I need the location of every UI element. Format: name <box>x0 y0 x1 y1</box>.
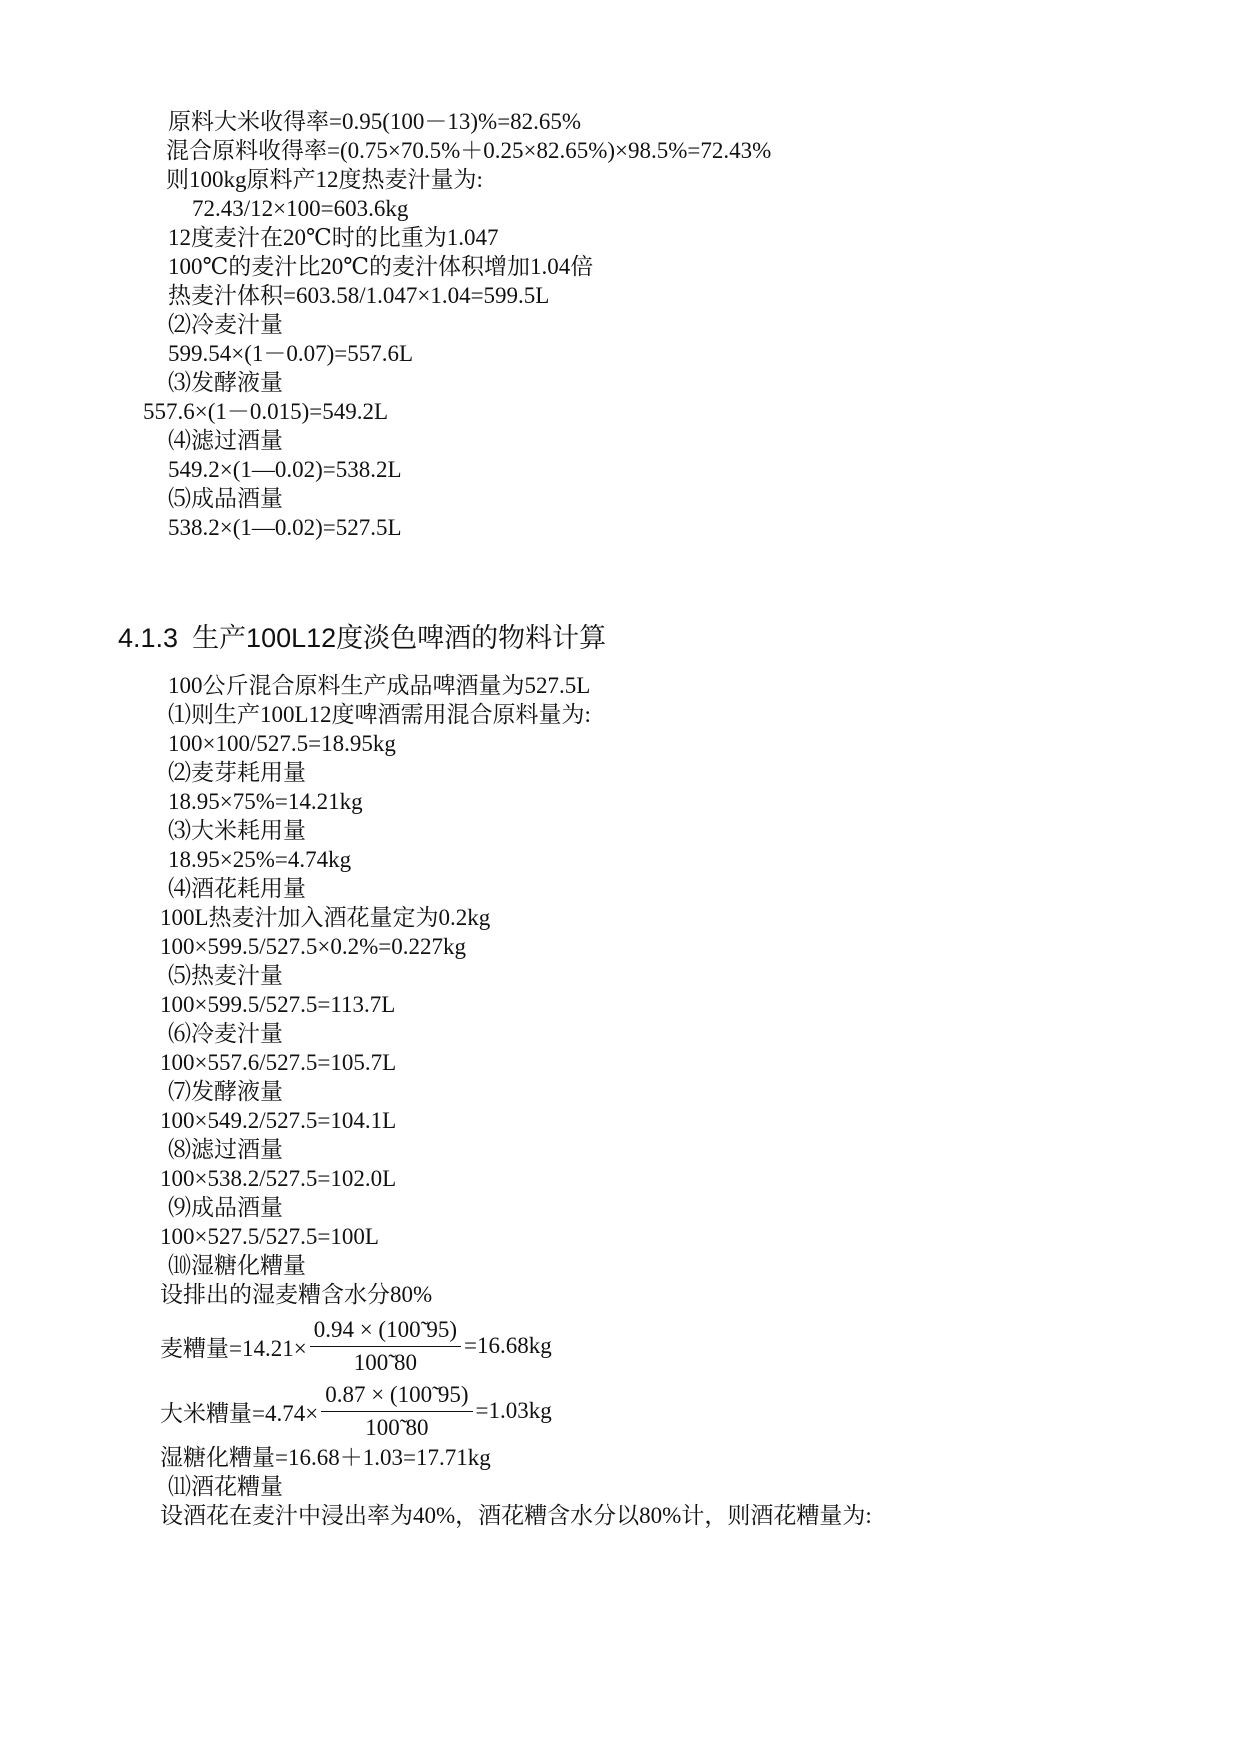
text-line: 100公斤混合原料生产成品啤酒量为527.5L <box>168 673 591 698</box>
formula-malt-grain <box>160 1316 552 1376</box>
text-line: ⑾酒花糟量 <box>168 1474 283 1499</box>
text-line: 72.43/12×100=603.6kg <box>192 196 409 221</box>
text-line: 100℃的麦汁比20℃的麦汁体积增加1.04倍 <box>168 254 594 279</box>
text-line: 538.2×(1—0.02)=527.5L <box>168 515 402 540</box>
fraction-numerator: 0.87 × (100̃ 95) <box>321 1381 472 1412</box>
section-heading <box>118 622 606 654</box>
text-line: 混合原料收得率=(0.75×70.5%＋0.25×82.65%)×98.5%=72.43% <box>166 138 772 163</box>
text-line: ⑷滤过酒量 <box>168 428 283 453</box>
fraction-denominator: 100̃ 80 <box>353 1349 417 1375</box>
text-line: 100×599.5/527.5×0.2%=0.227kg <box>160 934 466 959</box>
text-line: ⑷酒花耗用量 <box>168 876 306 901</box>
text-line: 100×538.2/527.5=102.0L <box>160 1166 397 1191</box>
formula-result: =1.03kg <box>475 1398 552 1423</box>
text-line: ⑶发酵液量 <box>168 370 283 395</box>
fraction-denominator: 100̃ 80 <box>365 1414 429 1440</box>
text-line: 湿糖化糟量=16.68＋1.03=17.71kg <box>160 1445 491 1470</box>
text-line: 100×557.6/527.5=105.7L <box>160 1050 397 1075</box>
formula-prefix: 麦糟量=14.21× <box>160 1335 307 1361</box>
text-line: ⑸热麦汁量 <box>168 963 283 988</box>
text-line: ⑵麦芽耗用量 <box>168 760 306 785</box>
text-line: 设排出的湿麦糟含水分80% <box>160 1282 433 1307</box>
formula-rice-grain <box>160 1381 552 1441</box>
formula-result: =16.68kg <box>464 1333 552 1358</box>
text-line: ⑽湿糖化糟量 <box>168 1253 306 1278</box>
text-line: ⑸成品酒量 <box>168 486 283 511</box>
fraction-numerator: 0.94 × (100̃ 95) <box>310 1316 461 1347</box>
text-line: 18.95×75%=14.21kg <box>168 789 363 814</box>
fraction <box>321 1381 472 1442</box>
text-line: 100L热麦汁加入酒花量定为0.2kg <box>160 905 491 930</box>
fraction <box>310 1316 461 1377</box>
text-line: 100×599.5/527.5=113.7L <box>160 992 396 1017</box>
text-line: 原料大米收得率=0.95(100－13)%=82.65% <box>168 109 582 134</box>
text-line: 100×527.5/527.5=100L <box>160 1224 379 1249</box>
text-line: 599.54×(1－0.07)=557.6L <box>168 341 414 366</box>
text-line: 则100kg原料产12度热麦汁量为: <box>166 167 483 192</box>
text-line: ⑻滤过酒量 <box>168 1137 283 1162</box>
text-line: ⑶大米耗用量 <box>168 818 306 843</box>
section-title: 生产100L12度淡色啤酒的物料计算 <box>192 623 607 653</box>
text-line: 549.2×(1—0.02)=538.2L <box>168 457 402 482</box>
text-line: 18.95×25%=4.74kg <box>168 847 352 872</box>
text-line: ⑺发酵液量 <box>168 1079 283 1104</box>
text-line: ⑴则生产100L12度啤酒需用混合原料量为: <box>168 702 591 727</box>
text-line: 12度麦汁在20℃时的比重为1.047 <box>168 225 499 250</box>
section-number: 4.1.3 <box>118 623 179 653</box>
text-line: 设酒花在麦汁中浸出率为40%，酒花糟含水分以80%计，则酒花糟量为: <box>160 1503 872 1528</box>
text-line: 100×100/527.5=18.95kg <box>168 731 396 756</box>
text-line: ⑵冷麦汁量 <box>168 312 283 337</box>
text-line: ⑹冷麦汁量 <box>168 1021 283 1046</box>
text-line: 557.6×(1－0.015)=549.2L <box>143 399 389 424</box>
text-line: ⑼成品酒量 <box>168 1195 283 1220</box>
text-line: 热麦汁体积=603.58/1.047×1.04=599.5L <box>168 283 550 308</box>
text-line: 100×549.2/527.5=104.1L <box>160 1108 397 1133</box>
formula-prefix: 大米糟量=4.74× <box>160 1400 319 1426</box>
